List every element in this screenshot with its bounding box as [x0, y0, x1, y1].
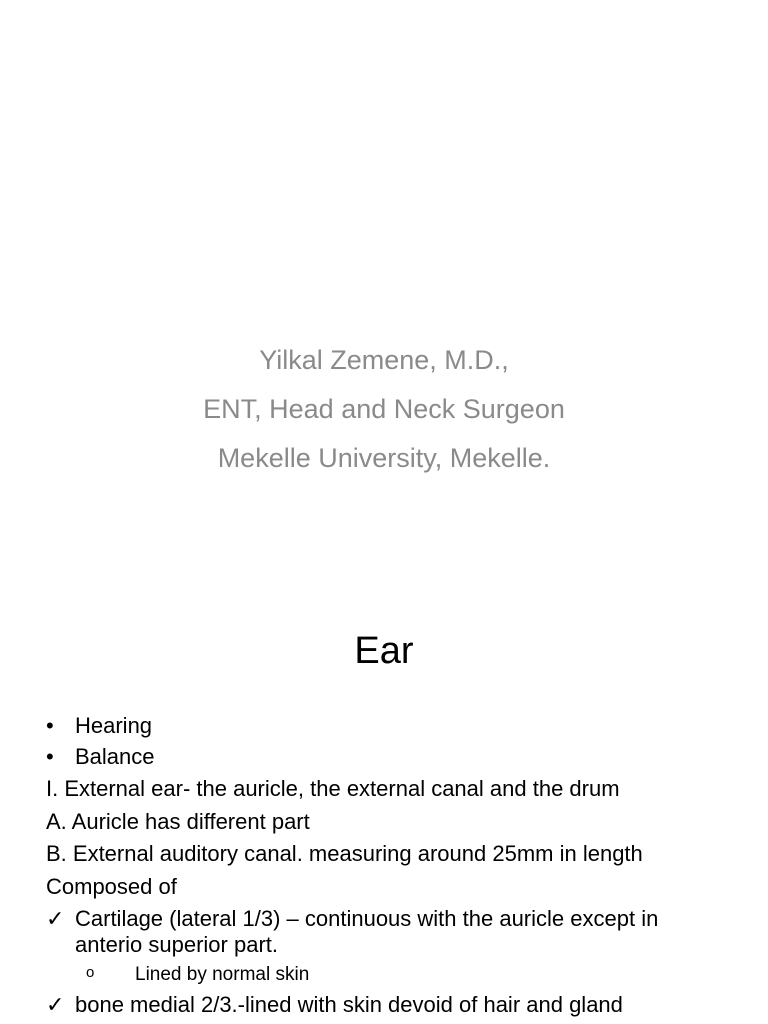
check-text: Cartilage (lateral 1/3) – continuous with the auricle except in anterio superior part. — [75, 906, 659, 957]
slide-title: Ear — [354, 630, 414, 672]
author-name: Yilkal Zemene, M.D., — [259, 345, 509, 375]
bullet-text: Hearing — [75, 713, 153, 738]
circle-bullet-icon: o — [86, 964, 95, 981]
check-text: bone medial 2/3.-lined with skin devoid of hair and gland — [75, 992, 623, 1017]
sub-text: Lined by normal skin — [135, 964, 310, 985]
bullet-text: Balance — [75, 744, 155, 769]
bullet-icon: • — [46, 744, 54, 769]
author-role: ENT, Head and Neck Surgeon — [203, 394, 565, 424]
author-affiliation: Mekelle University, Mekelle. — [217, 443, 551, 473]
line-canal: B. External auditory canal. measuring around 25mm in length — [46, 841, 643, 866]
line-composed: Composed of — [46, 874, 177, 899]
line-external-ear: I. External ear- the auricle, the external canal and the drum — [46, 776, 620, 801]
check-icon: ✓ — [46, 992, 65, 1017]
check-icon: ✓ — [46, 906, 65, 931]
line-auricle: A. Auricle has different part — [46, 809, 310, 834]
author-block — [0, 336, 768, 483]
bullet-icon: • — [46, 713, 54, 738]
